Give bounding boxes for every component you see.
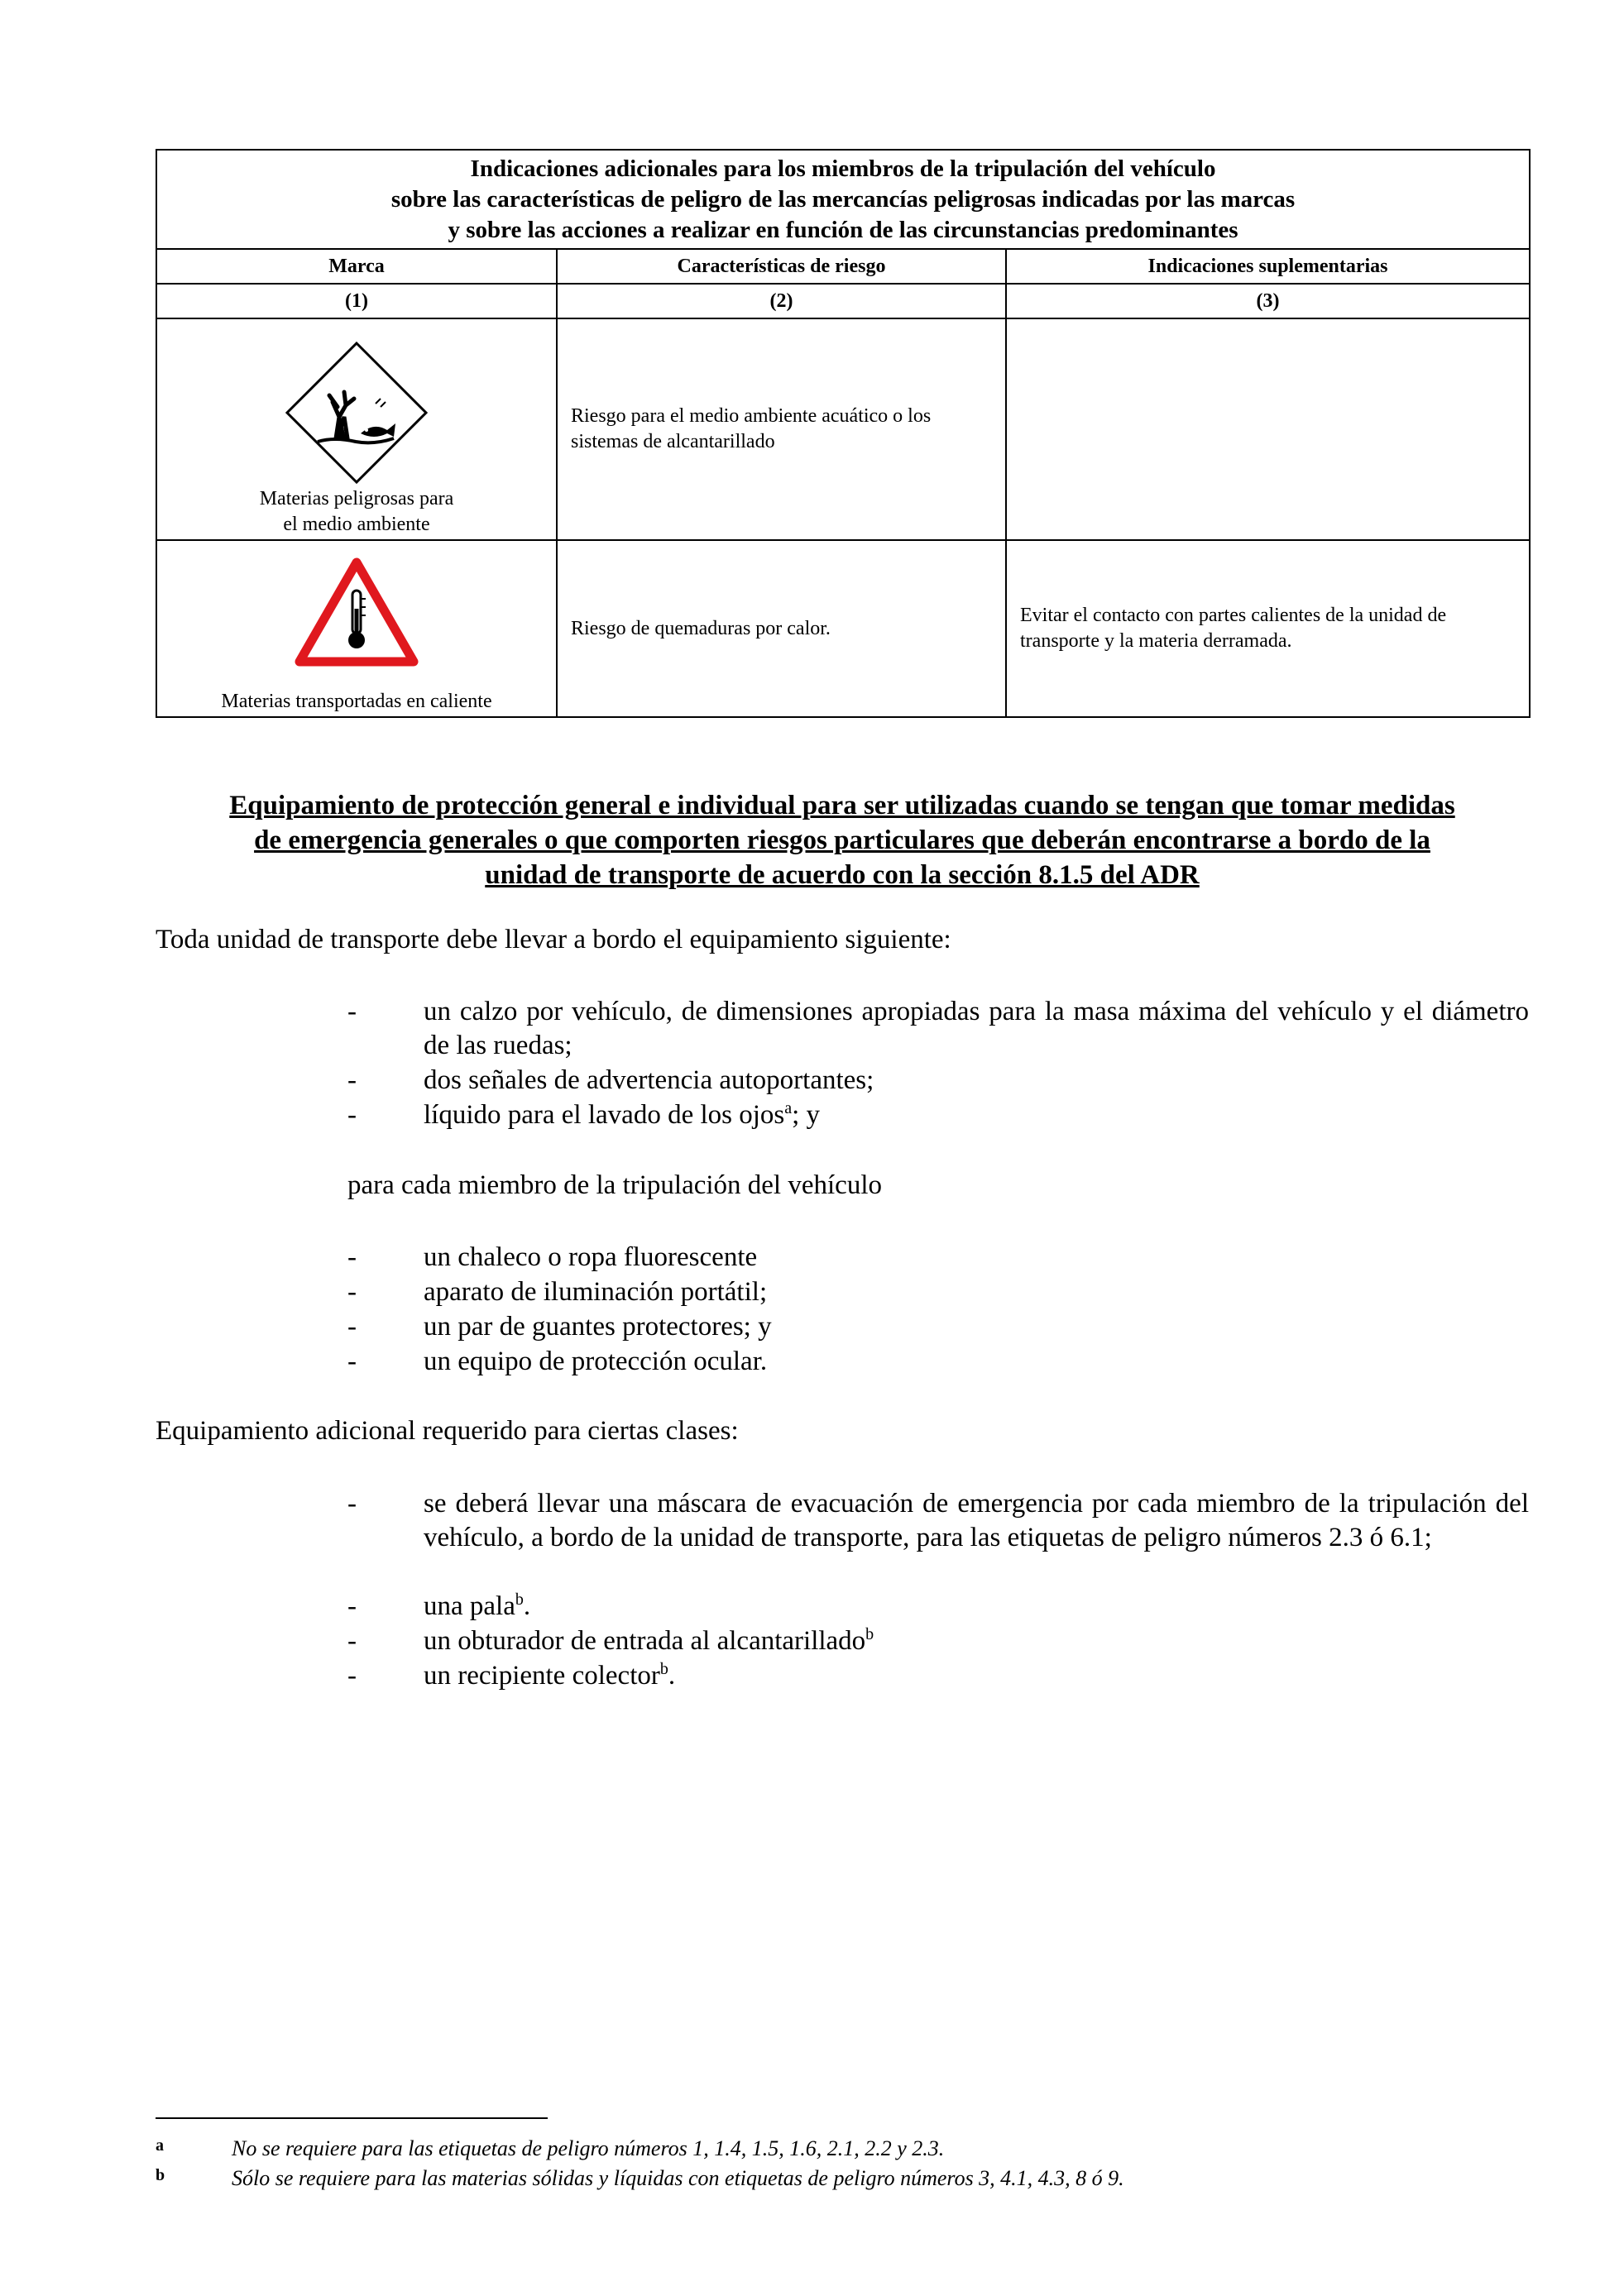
additional-intro: Equipamiento adicional requerido para ciertas clases: bbox=[156, 1416, 739, 1446]
risk-line: sistemas de alcantarillado bbox=[571, 431, 775, 452]
list-dash: - bbox=[347, 1489, 357, 1519]
column-header-risk: Características de riesgo bbox=[557, 249, 1006, 284]
elevated-temperature-mark-icon bbox=[157, 557, 556, 672]
footnote-ref: b bbox=[865, 1625, 874, 1643]
crew-intro: para cada miembro de la tripulación del vehículo bbox=[347, 1170, 882, 1200]
indications-cell bbox=[1006, 318, 1530, 540]
list-item bbox=[347, 1064, 1529, 1098]
list-item-suffix: ; y bbox=[792, 1100, 821, 1130]
heading-line: unidad de transporte de acuerdo con la sección 8.1.5 del ADR bbox=[485, 860, 1200, 890]
mark-cell bbox=[156, 318, 557, 540]
list-item-main: un recipiente colector bbox=[424, 1661, 660, 1691]
environmentally-hazardous-mark-icon bbox=[157, 341, 556, 489]
mark-caption-line: Materias transportadas en caliente bbox=[221, 691, 492, 712]
list-item-text bbox=[424, 1624, 1529, 1658]
list-dash: - bbox=[347, 1347, 357, 1376]
table-title bbox=[156, 150, 1530, 249]
list-item-main: un obturador de entrada al alcantarillado bbox=[424, 1626, 866, 1656]
table-title-line: Indicaciones adicionales para los miembros de la tripulación del vehículo bbox=[470, 155, 1216, 182]
list-item-text: un par de guantes protectores; y bbox=[424, 1312, 772, 1342]
footnote-divider bbox=[156, 2117, 548, 2119]
list-item-main: una pala bbox=[424, 1591, 515, 1621]
risk-cell bbox=[557, 540, 1006, 717]
list-item bbox=[347, 1624, 1529, 1658]
intro-paragraph: Toda unidad de transporte debe llevar a bordo el equipamiento siguiente: bbox=[156, 925, 951, 954]
list-item bbox=[347, 1659, 1529, 1693]
indications-cell bbox=[1006, 540, 1530, 717]
list-item-text bbox=[424, 1659, 1529, 1693]
list-item-text: dos señales de advertencia autoportantes; bbox=[424, 1065, 874, 1095]
list-dash: - bbox=[347, 1065, 357, 1095]
list-item-suffix: . bbox=[523, 1591, 531, 1621]
mark-caption bbox=[157, 486, 556, 538]
list-item-main: líquido para el lavado de los ojos bbox=[424, 1100, 785, 1130]
column-header-marca: Marca bbox=[156, 249, 557, 284]
table-title-line: y sobre las acciones a realizar en función de las circunstancias predominantes bbox=[448, 216, 1238, 243]
indications-line: transporte y la materia derramada. bbox=[1020, 630, 1292, 652]
footnote-ref: b bbox=[515, 1590, 524, 1609]
list-item-text bbox=[424, 1098, 1529, 1132]
table-row bbox=[156, 318, 1530, 540]
list-item bbox=[347, 1345, 1529, 1379]
list-item-text: se deberá llevar una máscara de evacuación de emergencia por cada miembro de la tripulación del vehículo, a bordo de la unidad de transporte, para las etiquetas de peligro números 2.3 ó 6.1; bbox=[424, 1489, 1529, 1552]
list-dash: - bbox=[347, 1626, 357, 1656]
mark-caption bbox=[157, 689, 556, 715]
column-number: (2) bbox=[557, 284, 1006, 318]
footnote-ref: a bbox=[784, 1099, 793, 1117]
list-item-text bbox=[424, 1590, 1529, 1624]
list-item-suffix: . bbox=[668, 1661, 676, 1691]
hazard-marks-table bbox=[156, 149, 1531, 718]
mark-caption-line: Materias peligrosas para bbox=[259, 488, 454, 509]
column-header-indications: Indicaciones suplementarias bbox=[1006, 249, 1530, 284]
column-number: (1) bbox=[156, 284, 557, 318]
list-dash: - bbox=[347, 997, 357, 1026]
list-dash: - bbox=[347, 1591, 357, 1621]
list-item bbox=[347, 1487, 1529, 1589]
table-row bbox=[156, 540, 1530, 717]
list-dash: - bbox=[347, 1312, 357, 1342]
list-dash: - bbox=[347, 1277, 357, 1307]
section-heading bbox=[156, 788, 1529, 892]
list-item bbox=[347, 1310, 1529, 1344]
list-item-text: aparato de iluminación portátil; bbox=[424, 1277, 768, 1307]
risk-line: Riesgo de quemaduras por calor. bbox=[571, 617, 831, 639]
list-item-text: un calzo por vehículo, de dimensiones apropiadas para la masa máxima del vehículo y el diámetro de las ruedas; bbox=[424, 997, 1529, 1060]
mark-cell bbox=[156, 540, 557, 717]
footnote-text: No se requiere para las etiquetas de peligro números 1, 1.4, 1.5, 1.6, 2.1, 2.2 y 2.3. bbox=[232, 2136, 945, 2160]
list-item bbox=[347, 1275, 1529, 1309]
list-item-text: un chaleco o ropa fluorescente bbox=[424, 1242, 758, 1272]
table-title-line: sobre las características de peligro de las mercancías peligrosas indicadas por las marcas bbox=[390, 185, 1296, 213]
list-dash: - bbox=[347, 1242, 357, 1272]
list-item bbox=[347, 1241, 1529, 1275]
mark-caption-line: el medio ambiente bbox=[283, 514, 430, 535]
list-dash: - bbox=[347, 1661, 357, 1691]
list-item bbox=[347, 995, 1529, 1063]
list-item bbox=[347, 1590, 1529, 1624]
indications-line: Evitar el contacto con partes calientes de la unidad de bbox=[1020, 605, 1447, 626]
footnote-ref: b bbox=[659, 1660, 668, 1678]
risk-line: Riesgo para el medio ambiente acuático o los bbox=[571, 405, 932, 427]
footnote-text: Sólo se requiere para las materias sólidas y líquidas con etiquetas de peligro números 3, 4.1, 4.3, 8 ó 9. bbox=[232, 2166, 1124, 2190]
column-number: (3) bbox=[1006, 284, 1530, 318]
list-dash: - bbox=[347, 1100, 357, 1130]
footnote-mark: a bbox=[156, 2136, 164, 2155]
heading-line: de emergencia generales o que comporten riesgos particulares que deberán encontrarse a bordo de la bbox=[254, 825, 1430, 855]
list-item-text: un equipo de protección ocular. bbox=[424, 1347, 768, 1376]
heading-line: Equipamiento de protección general e individual para ser utilizadas cuando se tengan que tomar medidas bbox=[229, 791, 1455, 820]
risk-cell bbox=[557, 318, 1006, 540]
list-item bbox=[347, 1098, 1529, 1132]
footnote-mark: b bbox=[156, 2166, 165, 2184]
